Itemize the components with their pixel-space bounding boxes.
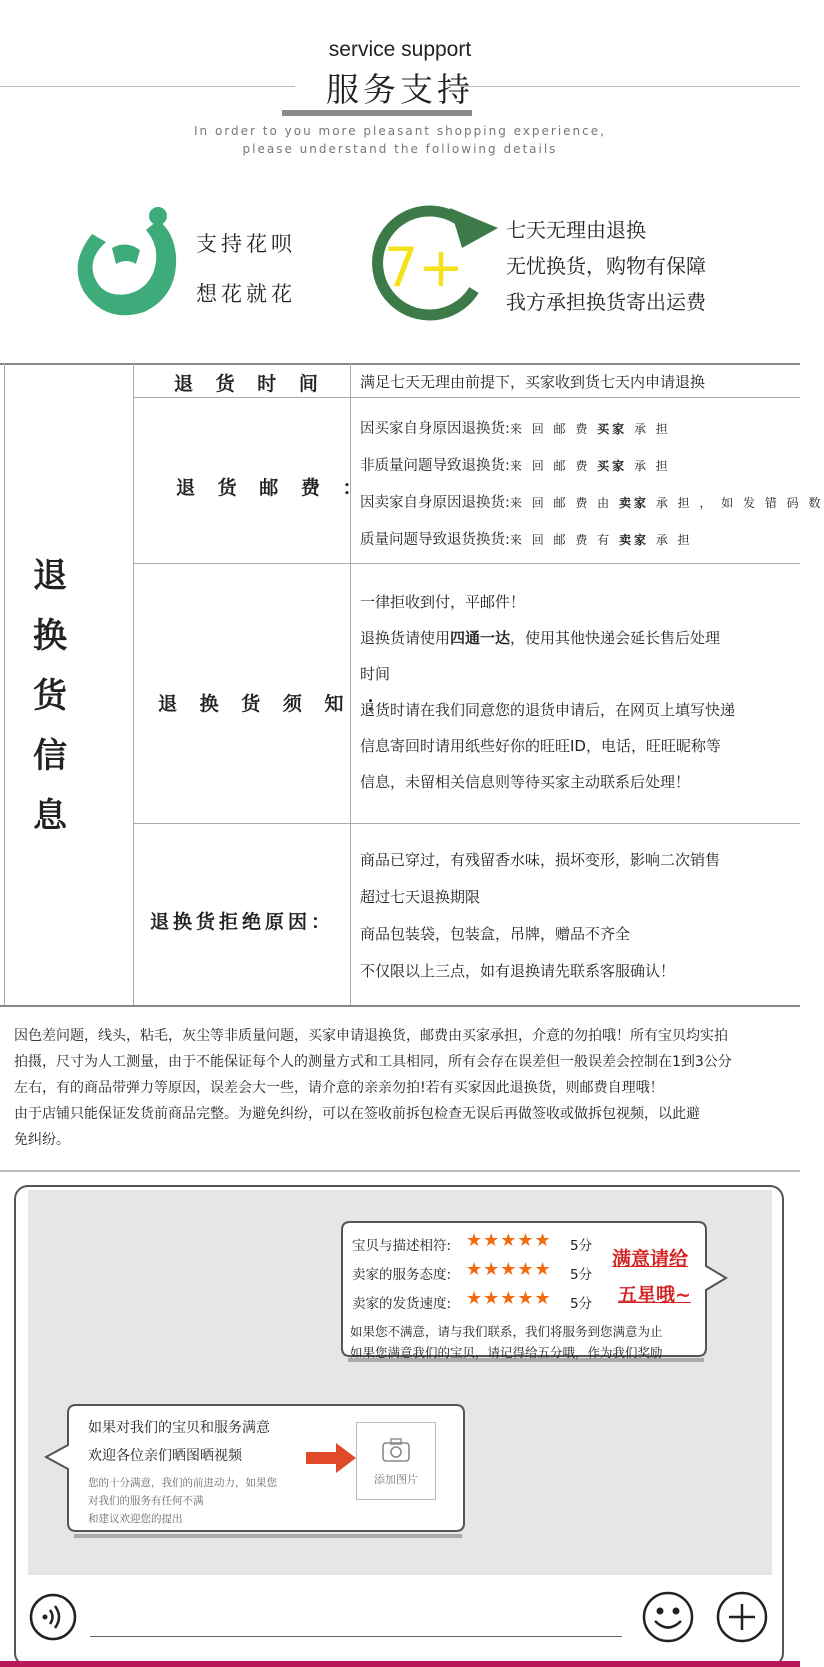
huabei-logo-icon bbox=[66, 204, 182, 320]
notice-line: 一律拒收到付，平邮件！ bbox=[360, 593, 526, 611]
rating-label: 卖家的发货速度: bbox=[352, 1296, 452, 1312]
share-small-line: 和建议欢迎您的提出 bbox=[88, 1513, 183, 1525]
voice-icon[interactable] bbox=[28, 1592, 78, 1642]
table-row-divider bbox=[133, 563, 800, 564]
reject-line: 商品包装袋，包装盒，吊牌，赠品不齐全 bbox=[360, 925, 631, 943]
rating-label: 卖家的服务态度: bbox=[352, 1267, 452, 1283]
notice-line: 信息，未留相关信息则等待买家主动联系后处理！ bbox=[360, 773, 691, 791]
seven-day-line1: 七天无理由退换 bbox=[506, 218, 646, 242]
rating-score: 5分 bbox=[570, 1267, 593, 1283]
rating-score: 5分 bbox=[570, 1296, 593, 1312]
reject-line: 不仅限以上三点，如有退换请先联系客服确认！ bbox=[360, 962, 676, 980]
postage-line: 因买家自身原因退换货:来 回 邮 费 买家 承 担 bbox=[360, 421, 671, 437]
table-top-border bbox=[0, 363, 800, 365]
postage-line: 因卖家自身原因退换货:来 回 邮 费 由 卖家 承 担 ， 如 发 错 码 数 bbox=[360, 495, 824, 511]
table-row-divider bbox=[133, 823, 800, 824]
bottom-accent-bar bbox=[0, 1661, 800, 1667]
camera-icon bbox=[381, 1437, 411, 1463]
section-divider bbox=[0, 1170, 800, 1172]
seven-day-return-icon bbox=[366, 200, 506, 325]
note-line: 免纠纷。 bbox=[14, 1132, 70, 1148]
share-line2: 欢迎各位亲们晒图晒视频 bbox=[88, 1448, 242, 1464]
side-label-char: 息 bbox=[33, 796, 67, 836]
rating-score: 5分 bbox=[570, 1238, 593, 1254]
note-line: 因色差问题，线头，粘毛，灰尘等非质量问题，买家申请退换货，邮费由买家承担，介意的勿拍哦！所有宝贝均实拍 bbox=[14, 1028, 728, 1044]
return-exchange-table bbox=[0, 363, 824, 1005]
seven-day-line2: 无忧换货，购物有保障 bbox=[506, 254, 706, 278]
rating-footer-line2: 如果您满意我们的宝贝，请记得给五分哦，作为我们奖励 bbox=[350, 1345, 663, 1360]
rating-stars: ★★★★★ bbox=[466, 1288, 552, 1309]
header-subtitle-line1: In order to you more pleasant shopping experience, bbox=[194, 124, 606, 138]
seven-day-badge: 7+ bbox=[384, 236, 464, 299]
row-label-notice: 退 换 货 须 知 ： bbox=[158, 693, 394, 715]
header-title-en: service support bbox=[328, 38, 472, 61]
rating-footer-line1: 如果您不满意，请与我们联系，我们将服务到您满意为止 bbox=[350, 1324, 663, 1339]
table-row-divider bbox=[133, 397, 800, 398]
row-label-return-time: 退 货 时 间 bbox=[174, 373, 326, 395]
emoji-icon[interactable] bbox=[641, 1590, 695, 1644]
notice-line: 信息寄回时请用纸些好你的旺旺ID，电话，旺旺昵称等 bbox=[360, 737, 721, 755]
notice-line: 时间 bbox=[360, 665, 391, 683]
reject-line: 商品已穿过，有残留香水味，损坏变形，影响二次销售 bbox=[360, 851, 721, 869]
add-photo-button[interactable] bbox=[356, 1422, 436, 1500]
side-label-char: 信 bbox=[33, 736, 67, 776]
plus-icon[interactable] bbox=[715, 1590, 769, 1644]
reject-line: 超过七天退换期限 bbox=[360, 888, 481, 906]
table-col-divider bbox=[350, 363, 351, 1005]
row-label-postage: 退 货 邮 费 ： bbox=[176, 477, 370, 499]
rating-stars: ★★★★★ bbox=[466, 1259, 552, 1280]
seven-day-line3: 我方承担换货寄出运费 bbox=[506, 290, 706, 314]
note-line: 由于店铺只能保证发货前商品完整。为避免纠纷，可以在签收前拆包检查无误后再做签收或做拆包视频，以此避 bbox=[14, 1106, 700, 1122]
message-input-field[interactable] bbox=[90, 1636, 622, 1637]
rating-stars: ★★★★★ bbox=[466, 1230, 552, 1251]
share-line1: 如果对我们的宝贝和服务满意 bbox=[88, 1420, 270, 1436]
return-time-text: 满足七天无理由前提下，买家收到货七天内申请退换 bbox=[360, 373, 706, 391]
rating-bubble bbox=[338, 1216, 730, 1368]
arrow-right-icon bbox=[306, 1443, 356, 1473]
huabei-line2: 想花就花 bbox=[196, 282, 296, 306]
table-bottom-border bbox=[0, 1005, 800, 1007]
header-title-cn: 服务支持 bbox=[326, 70, 474, 109]
table-col-divider bbox=[133, 363, 134, 1005]
add-photo-label: 添加图片 bbox=[374, 1473, 418, 1486]
rating-label: 宝贝与描述相符: bbox=[352, 1238, 452, 1254]
five-star-request-line1: 满意请给 bbox=[612, 1248, 689, 1270]
header-underline-bar bbox=[282, 110, 472, 116]
notice-line: 退货时请在我们同意您的退货申请后，在网页上填写快递 bbox=[360, 701, 736, 719]
notice-line: 退换货请使用四通一达，使用其他快递会延长售后处理 bbox=[360, 629, 721, 647]
note-line: 左右，有的商品带弹力等原因，误差会大一些，请介意的亲亲勿拍!若有买家因此退换货，则邮费自理哦！ bbox=[14, 1080, 664, 1096]
huabei-line1: 支持花呗 bbox=[196, 232, 296, 256]
header-subtitle-line2: please understand the following details bbox=[242, 142, 558, 156]
postage-line: 质量问题导致退货换货:来 回 邮 费 有 卖家 承 担 bbox=[360, 532, 693, 548]
postage-line: 非质量问题导致退换货:来 回 邮 费 买家 承 担 bbox=[360, 458, 671, 474]
note-line: 拍摄，尺寸为人工测量，由于不能保证每个人的测量方式和工具相同，所有会存在误差但一般误差会控制在1到3公分 bbox=[14, 1054, 732, 1070]
row-label-reject-reasons: 退换货拒绝原因： bbox=[150, 911, 335, 933]
table-left-border bbox=[4, 363, 5, 1005]
side-label-char: 退 bbox=[33, 556, 67, 596]
five-star-request-line2: 五星哦~ bbox=[618, 1284, 691, 1306]
share-small-line: 您的十分满意，我们的前进动力，如果您 bbox=[88, 1477, 277, 1489]
side-label-char: 换 bbox=[33, 616, 67, 656]
share-small-line: 对我们的服务有任何不满 bbox=[88, 1495, 204, 1507]
side-label-char: 货 bbox=[33, 676, 67, 716]
